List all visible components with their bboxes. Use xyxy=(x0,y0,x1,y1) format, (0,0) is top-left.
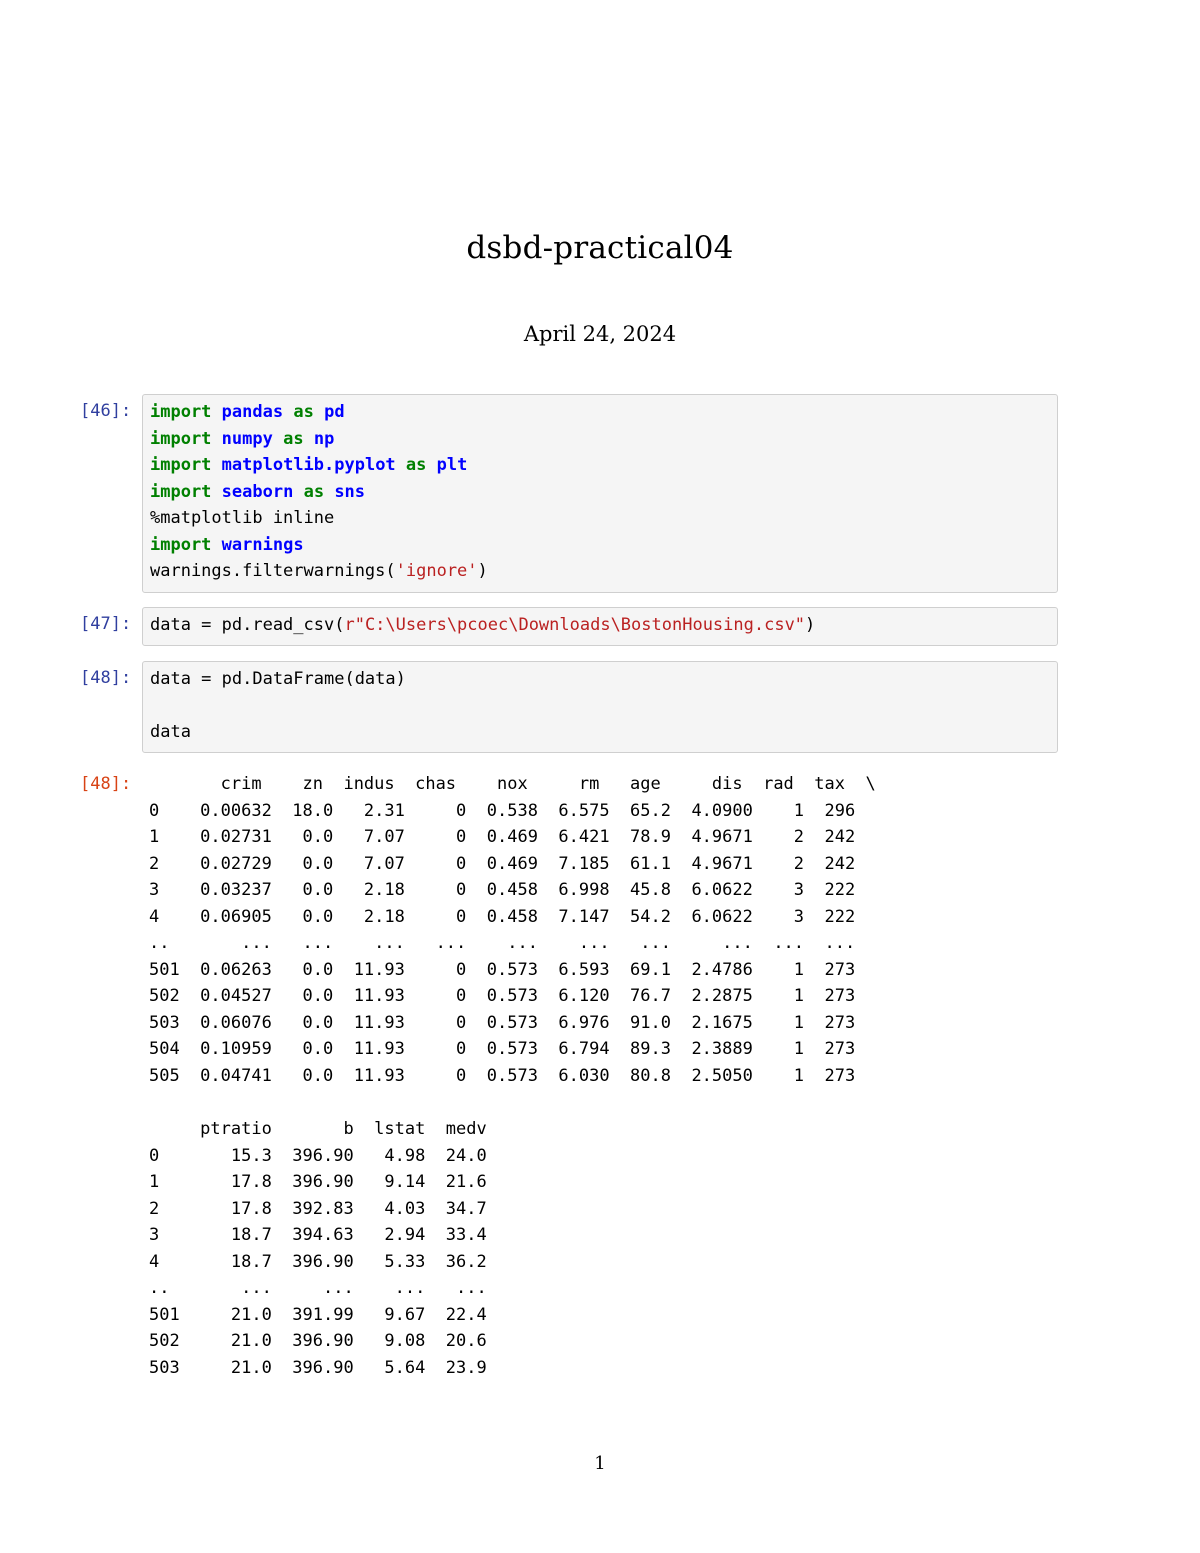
code-token xyxy=(211,429,221,449)
code-line xyxy=(150,508,334,528)
table-row: 0 15.3 396.90 4.98 24.0 xyxy=(149,1145,487,1166)
code-token xyxy=(314,402,324,422)
table-row: .. ... ... ... ... xyxy=(149,1278,487,1298)
code-block xyxy=(143,612,1057,639)
code-token: plt xyxy=(436,455,468,475)
code-token: as xyxy=(405,455,427,475)
code-line xyxy=(150,615,815,635)
document-date: April 24, 2024 xyxy=(523,322,677,346)
code-block xyxy=(143,399,1057,585)
code-line xyxy=(150,722,191,742)
dataframe-part1 xyxy=(149,771,876,1089)
code-block xyxy=(143,666,1057,746)
code-line xyxy=(150,669,406,689)
code-token: import xyxy=(150,481,212,502)
code-line xyxy=(150,482,365,502)
table-row: 501 0.06263 0.0 11.93 0 0.573 6.593 69.1 2.4786 1 273 xyxy=(149,959,856,980)
code-token xyxy=(273,429,283,449)
code-token: data = pd.DataFrame(data) xyxy=(150,669,406,689)
code-token xyxy=(293,482,303,502)
code-token xyxy=(396,455,406,475)
code-token: %matplotlib inline xyxy=(150,508,335,528)
code-token: ) xyxy=(805,615,816,635)
table-header: crim zn indus chas nox rm age dis rad tax \ xyxy=(149,774,876,794)
code-token: numpy xyxy=(221,428,273,449)
document-title: dsbd-practical04 xyxy=(466,230,734,266)
table-row: 502 0.04527 0.0 11.93 0 0.573 6.120 76.7 2.2875 1 273 xyxy=(149,986,856,1006)
code-token: ) xyxy=(477,561,488,581)
table-row: 2 17.8 392.83 4.03 34.7 xyxy=(149,1198,487,1219)
code-token xyxy=(211,482,221,502)
code-token xyxy=(426,455,436,475)
input-prompt-47: [47]: xyxy=(80,614,132,634)
input-prompt-48: [48]: xyxy=(80,668,132,688)
code-line xyxy=(150,402,345,422)
code-token: pd xyxy=(324,402,345,422)
code-line xyxy=(150,429,334,449)
code-token: data = pd.read_csv( xyxy=(150,615,345,635)
code-token: warnings xyxy=(221,534,304,555)
table-row: 503 0.06076 0.0 11.93 0 0.573 6.976 91.0 2.1675 1 273 xyxy=(149,1012,856,1033)
code-token xyxy=(211,535,221,555)
code-token: sns xyxy=(334,481,366,502)
table-row: 4 18.7 396.90 5.33 36.2 xyxy=(149,1251,487,1272)
code-token: seaborn xyxy=(221,481,294,502)
table-header: ptratio b lstat medv xyxy=(149,1119,487,1139)
code-token: data xyxy=(150,722,191,742)
code-token: as xyxy=(303,481,325,502)
input-prompt-46: [46]: xyxy=(80,401,132,421)
code-token: import xyxy=(150,534,212,555)
code-token: import xyxy=(150,455,212,475)
table-row: 503 21.0 396.90 5.64 23.9 xyxy=(149,1357,487,1378)
table-row: 1 17.8 396.90 9.14 21.6 xyxy=(149,1172,487,1192)
code-token: import xyxy=(150,402,212,422)
code-token xyxy=(283,402,293,422)
code-cell-48[interactable] xyxy=(142,661,1058,753)
code-token: matplotlib.pyplot xyxy=(221,455,396,475)
code-token: pandas xyxy=(221,402,284,422)
table-row: 505 0.04741 0.0 11.93 0 0.573 6.030 80.8 2.5050 1 273 xyxy=(149,1065,856,1086)
code-line xyxy=(150,455,467,475)
output-prompt-48: [48]: xyxy=(80,774,132,794)
code-cell-46[interactable] xyxy=(142,394,1058,593)
code-token: as xyxy=(293,402,314,422)
code-cell-47[interactable] xyxy=(142,607,1058,646)
code-token xyxy=(324,482,334,502)
code-token: np xyxy=(313,428,335,449)
code-token: warnings.filterwarnings( xyxy=(150,561,396,581)
code-token: 'ignore' xyxy=(395,561,478,581)
table-row: 4 0.06905 0.0 2.18 0 0.458 7.147 54.2 6.0622 3 222 xyxy=(149,906,856,927)
table-row: 502 21.0 396.90 9.08 20.6 xyxy=(149,1331,487,1351)
code-token: import xyxy=(150,428,212,449)
table-row: 1 0.02731 0.0 7.07 0 0.469 6.421 78.9 4.9671 2 242 xyxy=(149,827,856,847)
code-token xyxy=(211,402,221,422)
table-row: 501 21.0 391.99 9.67 22.4 xyxy=(149,1304,487,1325)
code-token xyxy=(304,429,314,449)
table-row: 2 0.02729 0.0 7.07 0 0.469 7.185 61.1 4.9671 2 242 xyxy=(149,853,856,874)
table-row: 3 0.03237 0.0 2.18 0 0.458 6.998 45.8 6.0622 3 222 xyxy=(149,880,856,900)
code-token: r"C:\Users\pcoec\Downloads\BostonHousing.csv" xyxy=(344,615,806,635)
dataframe-part2 xyxy=(149,1116,487,1381)
table-row: .. ... ... ... ... ... ... ... ... ... ... xyxy=(149,933,856,953)
page-number: 1 xyxy=(594,1453,606,1474)
table-row: 3 18.7 394.63 2.94 33.4 xyxy=(149,1225,487,1245)
code-line xyxy=(150,561,488,581)
code-token: as xyxy=(283,428,304,449)
table-row: 504 0.10959 0.0 11.93 0 0.573 6.794 89.3 2.3889 1 273 xyxy=(149,1039,856,1059)
table-row: 0 0.00632 18.0 2.31 0 0.538 6.575 65.2 4.0900 1 296 xyxy=(149,800,856,821)
code-line xyxy=(150,535,304,555)
code-token xyxy=(211,455,221,475)
